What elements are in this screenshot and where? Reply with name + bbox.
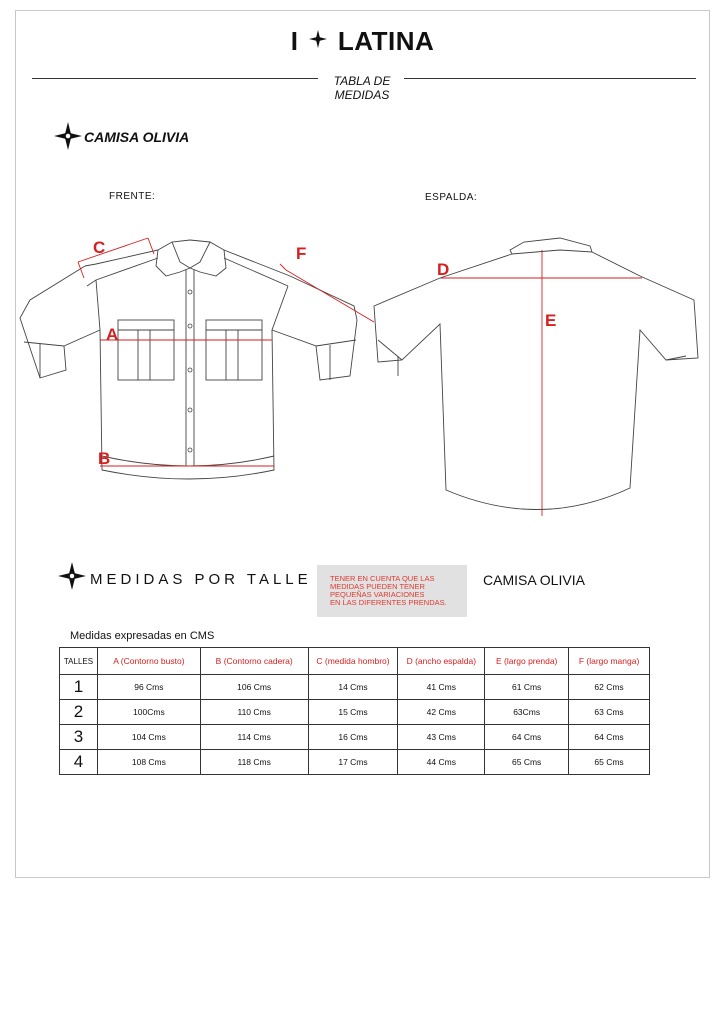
brand-letter: I bbox=[290, 26, 299, 56]
table-row bbox=[60, 700, 650, 725]
table-cell: 15 Cms bbox=[308, 700, 398, 725]
variation-note bbox=[317, 565, 467, 617]
table-cell: 96 Cms bbox=[97, 675, 200, 700]
note-line: MEDIDAS PUEDEN TENER bbox=[330, 582, 425, 591]
table-cell: 61 Cms bbox=[485, 675, 569, 700]
table-header-row bbox=[60, 648, 650, 675]
callout-c: C bbox=[93, 238, 106, 257]
note-line: EN LAS DIFERENTES PRENDAS. bbox=[330, 598, 447, 607]
table-cell: 17 Cms bbox=[308, 750, 398, 775]
table-row bbox=[60, 725, 650, 750]
size-cell: 3 bbox=[60, 725, 98, 750]
callout-e: E bbox=[545, 311, 557, 330]
line-sleeve bbox=[286, 270, 374, 322]
table-cell: 104 Cms bbox=[97, 725, 200, 750]
table-cell: 16 Cms bbox=[308, 725, 398, 750]
front-view-label: FRENTE: bbox=[109, 191, 156, 202]
table-garment-name: CAMISA OLIVIA bbox=[483, 572, 585, 588]
table-cell: 63Cms bbox=[485, 700, 569, 725]
column-header-e: E (largo prenda) bbox=[485, 648, 569, 675]
table-cell: 42 Cms bbox=[398, 700, 485, 725]
column-header-talles: TALLES bbox=[60, 648, 98, 675]
table-cell: 43 Cms bbox=[398, 725, 485, 750]
table-cell: 110 Cms bbox=[200, 700, 308, 725]
note-line: PEQUEÑAS VARIACIONES bbox=[330, 590, 425, 599]
table-row bbox=[60, 675, 650, 700]
table-cell: 14 Cms bbox=[308, 675, 398, 700]
size-cell: 4 bbox=[60, 750, 98, 775]
units-caption: Medidas expresadas en CMS bbox=[70, 630, 215, 642]
note-line: TENER EN CUENTA QUE LAS bbox=[330, 574, 435, 583]
column-header-d: D (ancho espalda) bbox=[398, 648, 485, 675]
table-cell: 64 Cms bbox=[569, 725, 650, 750]
table-cell: 62 Cms bbox=[569, 675, 650, 700]
callout-f: F bbox=[296, 244, 307, 263]
table-cell: 64 Cms bbox=[485, 725, 569, 750]
callout-d: D bbox=[437, 260, 450, 279]
brand-name: LATINA bbox=[337, 26, 435, 56]
line-sleeve-tick bbox=[280, 264, 286, 270]
table-cell: 106 Cms bbox=[200, 675, 308, 700]
back-shirt-drawing bbox=[374, 238, 698, 510]
table-cell: 44 Cms bbox=[398, 750, 485, 775]
table-cell: 114 Cms bbox=[200, 725, 308, 750]
four-point-star-icon bbox=[58, 562, 86, 590]
subtitle-line-2: MEDIDAS bbox=[334, 88, 390, 102]
callout-b: B bbox=[98, 449, 111, 468]
table-cell: 108 Cms bbox=[97, 750, 200, 775]
line-shoulder bbox=[78, 238, 148, 262]
table-cell: 63 Cms bbox=[569, 700, 650, 725]
front-buttons bbox=[188, 290, 192, 452]
subtitle-line-1: TABLA DE bbox=[333, 74, 391, 88]
table-row bbox=[60, 750, 650, 775]
measurement-lines bbox=[78, 238, 642, 516]
table-cell: 118 Cms bbox=[200, 750, 308, 775]
back-view-label: ESPALDA: bbox=[425, 192, 478, 203]
size-cell: 2 bbox=[60, 700, 98, 725]
table-cell: 41 Cms bbox=[398, 675, 485, 700]
column-header-c: C (medida hombro) bbox=[308, 648, 398, 675]
garment-title: CAMISA OLIVIA bbox=[84, 129, 190, 145]
size-table bbox=[59, 647, 650, 775]
column-header-b: B (Contorno cadera) bbox=[200, 648, 308, 675]
column-header-f: F (largo manga) bbox=[569, 648, 650, 675]
sizes-heading: MEDIDAS POR TALLE bbox=[90, 571, 312, 588]
front-shirt-drawing bbox=[20, 240, 357, 479]
table-cell: 65 Cms bbox=[485, 750, 569, 775]
table-cell: 100Cms bbox=[97, 700, 200, 725]
column-header-a: A (Contorno busto) bbox=[97, 648, 200, 675]
table-cell: 65 Cms bbox=[569, 750, 650, 775]
size-cell: 1 bbox=[60, 675, 98, 700]
callout-a: A bbox=[106, 325, 119, 344]
